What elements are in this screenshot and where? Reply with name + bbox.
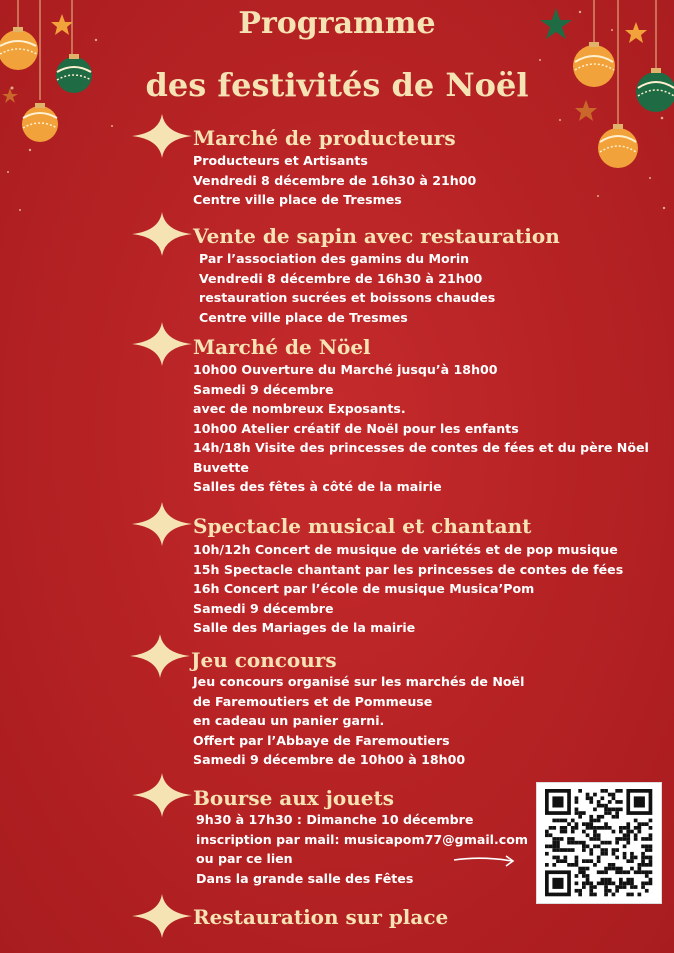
qr-code-link[interactable] <box>536 782 662 904</box>
section-lines <box>193 360 649 497</box>
section-line: Dans la grande salle des Fêtes <box>196 870 414 886</box>
section-heading: Bourse aux jouets <box>193 786 394 810</box>
section-line: Samedi 9 décembre <box>193 381 334 397</box>
section-lines <box>193 151 476 210</box>
section-line: avec de nombreux Exposants. <box>193 401 406 416</box>
sparkle-icon <box>132 212 192 256</box>
section-line: Salle des Mariages de la mairie <box>193 620 416 635</box>
section-heading: Spectacle musical et chantant <box>193 514 532 538</box>
sparkle-icon <box>132 773 192 817</box>
section-line: de Faremoutiers et de Pommeuse <box>193 693 433 709</box>
sparkle-icon <box>132 502 192 546</box>
section-line: 10h00 Ouverture du Marché jusqu’à 18h00 <box>193 362 498 377</box>
section-line: Salles des fêtes à côté de la mairie <box>193 479 442 494</box>
section-line: 10h00 Atelier créatif de Noël pour les enfants <box>193 420 519 436</box>
section-line: ou par ce lien <box>196 851 293 866</box>
section-line: Samedi 9 décembre <box>193 600 334 616</box>
section-heading: Marché de producteurs <box>193 126 456 150</box>
section-heading: Vente de sapin avec restauration <box>193 224 560 248</box>
section-line: Centre ville place de Tresmes <box>199 309 408 325</box>
section-heading: Marché de Nöel <box>193 335 371 359</box>
section-lines <box>196 810 528 888</box>
section-heading: Restauration sur place <box>193 905 449 929</box>
section-line: Samedi 9 décembre de 10h00 à 18h00 <box>193 752 466 767</box>
section-line: 14h/18h Visite des princesses de contes de fées et du père Nöel <box>193 440 649 455</box>
sparkle-icon <box>132 114 192 158</box>
arrow-icon <box>452 852 518 870</box>
section-line: 15h Spectacle chantant par les princesses de contes de fées <box>193 561 624 577</box>
section-line: 10h/12h Concert de musique de variétés et de pop musique <box>193 542 618 557</box>
section-line: 9h30 à 17h30 : Dimanche 10 décembre <box>196 812 474 827</box>
qr-code-icon <box>537 783 661 903</box>
sparkle-icon <box>132 894 192 938</box>
section-line: restauration sucrées et boissons chaudes <box>199 290 496 305</box>
section-line: Par l’association des gamins du Morin <box>199 251 470 266</box>
ornament-icon <box>598 124 638 168</box>
page-title-line-1: Programme <box>238 6 436 41</box>
section-line: Vendredi 8 décembre de 16h30 à 21h00 <box>193 172 477 188</box>
section-lines <box>193 672 524 770</box>
section-line: en cadeau un panier garni. <box>193 713 385 728</box>
sparkle-icon <box>132 322 192 366</box>
section-line: Vendredi 8 décembre de 16h30 à 21h00 <box>199 270 483 286</box>
section-line: Jeu concours organisé sur les marchés de Noël <box>193 674 525 689</box>
section-line: Centre ville place de Tresmes <box>193 192 402 207</box>
section-line: Offert par l’Abbaye de Faremoutiers <box>193 732 450 748</box>
section-lines <box>193 540 623 638</box>
section-line: Buvette <box>193 459 249 475</box>
section-line-email[interactable]: inscription par mail: musicapom77@gmail.com <box>196 831 528 847</box>
page-title-line-2: des festivités de Noël <box>145 66 529 104</box>
section-line: 16h Concert par l’école de musique Musica’Pom <box>193 581 535 596</box>
ornament-icon <box>22 103 58 142</box>
section-line: Producteurs et Artisants <box>193 153 368 168</box>
section-heading: Jeu concours <box>191 648 337 672</box>
sparkle-icon <box>130 634 190 678</box>
section-lines <box>199 249 495 327</box>
